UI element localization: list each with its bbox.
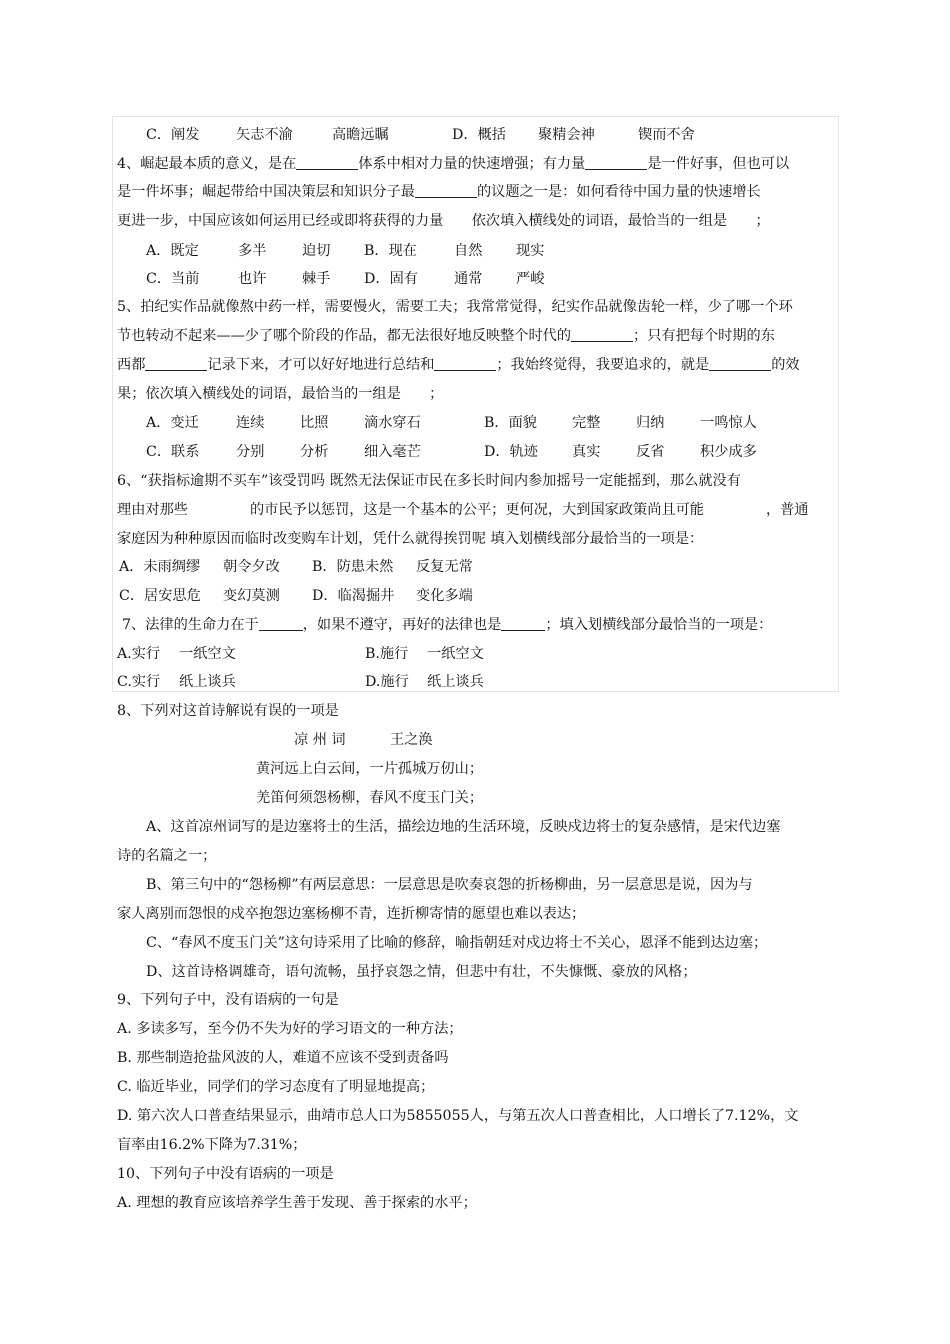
q6-option-d	[312, 582, 473, 610]
q6-text: 的市民予以惩罚，这是一个基本的公平；更何况，大到国家政策尚且可能	[249, 502, 704, 518]
q5-line2	[117, 322, 775, 350]
q4-option-b-word3: 现实	[516, 243, 545, 259]
q5-text: 西都	[117, 357, 146, 373]
q9-option-a: A. 多读多写，至今仍不失为好的学习语文的一种方法；	[117, 1021, 463, 1037]
q9-option-d-line2: 盲率由16.2%下降为7.31%；	[117, 1137, 307, 1153]
q6-option-b-word2: 反复无常	[416, 559, 473, 575]
q10-stem: 10、下列句子中没有语病的一项是	[117, 1166, 334, 1182]
q5-line1: 5、拍纪实作品就像熬中药一样，需要慢火，需要工夫；我常常觉得，纪实作品就像齿轮一样，少了哪一个环	[117, 299, 793, 315]
q5-blank-1	[571, 324, 633, 342]
q4-option-a-word1: A．既定	[146, 243, 199, 259]
q4-option-d-word3: 严峻	[516, 271, 545, 287]
q4-option-d-word2: 通常	[454, 271, 483, 287]
q3-option-d	[452, 121, 695, 149]
q7-text: ；填入划横线部分最恰当的一项是：	[545, 617, 773, 633]
q5-option-a-word3: 比照	[300, 415, 329, 431]
q5-option-c-word2: 分别	[236, 444, 265, 460]
q4-blank-3	[415, 180, 477, 198]
q7-option-a-word1: A.实行	[117, 646, 161, 662]
q5-option-c-word1: C．联系	[146, 444, 200, 460]
q4-text: 体系中相对力量的快速增强；有力量	[358, 156, 586, 172]
q7-option-a-word2: 一纸空文	[179, 646, 236, 662]
q4-option-c-word1: C．当前	[146, 271, 200, 287]
q8-option-d: D、这首诗格调雄奇，语句流畅，虽抒哀怨之情，但悲中有壮，不失慷慨、豪放的风格；	[146, 964, 697, 980]
q3-option-d-word3: 锲而不舍	[638, 127, 695, 143]
q6-option-b-word1: B．防患未然	[312, 559, 394, 575]
poem-title: 凉 州 词	[294, 732, 346, 748]
q3-option-c-word3: 高瞻远瞩	[332, 127, 389, 143]
q4-line2	[117, 178, 761, 206]
q7-blank-1	[259, 613, 303, 631]
q9-option-b: B. 那些制造抢盐风波的人，难道不应该不受到责备吗	[117, 1050, 449, 1066]
q6-line1: 6、“获指标逾期不买车”该受罚吗 既然无法保证市民在多长时间内参加摇号一定能摇到，那么就没有	[117, 473, 741, 489]
q7-option-c	[117, 668, 236, 696]
q6-option-c-word2: 变幻莫测	[223, 588, 280, 604]
q5-option-b-word4: 一鸣惊人	[700, 415, 757, 431]
q6-text: 理由对那些	[117, 502, 188, 518]
q6-option-a	[119, 553, 280, 581]
q5-text: 节也转动不起来——少了哪个阶段的作品，都无法很好地反映整个时代的	[117, 328, 572, 344]
q5-blank-2	[145, 353, 207, 371]
q7-text: 7、法律的生命力在于	[122, 617, 259, 633]
q6-text: ，普通	[765, 502, 809, 518]
q4-text: 是一件好事，但也可以	[647, 156, 790, 172]
q5-text: ；只有把每个时期的东	[633, 328, 775, 344]
q4-option-a	[146, 237, 330, 265]
q8-option-a-line1: A、这首凉州词写的是边塞将士的生活，描绘边地的生活环境，反映戍边将士的复杂感情，是宋代边塞	[146, 819, 781, 835]
q4-option-c	[146, 265, 330, 293]
q4-line1	[117, 150, 789, 178]
poem-heading	[294, 726, 433, 754]
q5-option-d-word1: D．轨迹	[484, 444, 538, 460]
q9-stem: 9、下列句子中，没有语病的一句是	[117, 992, 339, 1008]
q3-option-c-word2: 矢志不渝	[236, 127, 293, 143]
q7-option-d-word2: 纸上谈兵	[427, 674, 484, 690]
q5-option-a-word2: 连续	[236, 415, 265, 431]
q4-text: 4、崛起最本质的意义，是在	[117, 156, 297, 172]
q5-text: 记录下来，才可以好好地进行总结和	[207, 357, 435, 373]
q7-option-b-word1: B.施行	[365, 646, 409, 662]
q7-line1	[122, 611, 772, 639]
q7-option-c-word2: 纸上谈兵	[179, 674, 236, 690]
q3-option-d-word2: 聚精会神	[538, 127, 595, 143]
q6-option-b	[312, 553, 473, 581]
q4-option-a-word2: 多半	[238, 243, 267, 259]
q8-option-b-line1: B、第三句中的“怨杨柳”有两层意思：一层意思是吹奏哀怨的折杨柳曲，另一层意思是说，因为与	[146, 877, 753, 893]
q4-option-b-word1: B．现在	[364, 243, 417, 259]
q5-option-d-word2: 真实	[572, 444, 601, 460]
q7-option-b-word2: 一纸空文	[427, 646, 484, 662]
q4-option-b	[364, 237, 544, 265]
q3-option-d-word1: D．概括	[452, 127, 506, 143]
q5-option-b-word2: 完整	[572, 415, 601, 431]
q5-option-c	[146, 438, 421, 466]
q5-text: 的效	[771, 357, 800, 373]
q6-option-d-word1: D．临渴掘井	[312, 588, 395, 604]
q4-blank-2	[585, 152, 647, 170]
q7-option-a	[117, 640, 236, 668]
q4-option-a-word3: 迫切	[302, 243, 331, 259]
q8-option-a-line2: 诗的名篇之一；	[117, 848, 217, 864]
q8-stem: 8、下列对这首诗解说有误的一项是	[117, 703, 339, 719]
q5-option-b-word3: 归纳	[636, 415, 665, 431]
q5-option-a-word1: A．变迁	[146, 415, 199, 431]
poem-author: 王之涣	[390, 732, 433, 748]
poem-line-2: 羌笛何须怨杨柳，春风不度玉门关；	[256, 790, 484, 806]
q7-blank-2	[501, 613, 545, 631]
q5-option-d-word4: 积少成多	[700, 444, 757, 460]
q5-option-a	[146, 409, 421, 437]
q5-option-b-word1: B．面貌	[484, 415, 537, 431]
q7-option-c-word1: C.实行	[117, 674, 161, 690]
q5-option-a-word4: 滴水穿石	[364, 415, 421, 431]
q6-option-d-word2: 变化多端	[416, 588, 473, 604]
q6-option-c-word1: C．居安思危	[119, 588, 201, 604]
q4-option-c-word3: 棘手	[302, 271, 331, 287]
q6-option-a-word1: A．未雨绸缪	[119, 559, 201, 575]
q4-option-b-word2: 自然	[454, 243, 483, 259]
q5-blank-3	[434, 353, 496, 371]
q5-option-c-word4: 细入毫芒	[364, 444, 421, 460]
q5-line4: 果；依次填入横线处的词语，最恰当的一组是 ；	[117, 386, 444, 402]
q8-option-b-line2: 家人离别而怨恨的戍卒抱怨边塞杨柳不青，连折柳寄情的愿望也难以表达；	[117, 906, 586, 922]
q4-blank-1	[296, 152, 358, 170]
q5-option-d-word3: 反省	[636, 444, 665, 460]
q9-option-d-line1: D. 第六次人口普查结果显示，曲靖市总人口为5855055人，与第五次人口普查相比，人口增长了7.12%，文	[117, 1108, 799, 1124]
q3-option-c-word1: C．阐发	[146, 127, 200, 143]
q5-text: ；我始终觉得，我要追求的，就是	[496, 357, 710, 373]
q7-text: ，如果不遵守，再好的法律也是	[302, 617, 502, 633]
q6-option-c	[119, 582, 280, 610]
q6-line2	[117, 496, 809, 524]
q7-option-d-word1: D.施行	[365, 674, 409, 690]
q5-blank-4	[709, 353, 771, 371]
q5-option-c-word3: 分析	[300, 444, 329, 460]
q6-option-a-word2: 朝令夕改	[223, 559, 280, 575]
q4-text: 的议题之一是：如何看待中国力量的快速增长	[476, 184, 761, 200]
q5-option-d	[484, 438, 757, 466]
q5-option-b	[484, 409, 757, 437]
q5-line3	[117, 351, 800, 379]
q10-option-a: A. 理想的教育应该培养学生善于发现、善于探索的水平；	[117, 1195, 477, 1211]
q3-option-c	[146, 121, 389, 149]
q7-option-d	[365, 668, 484, 696]
q4-text: 是一件坏事；崛起带给中国决策层和知识分子最	[117, 184, 415, 200]
poem-line-1: 黄河远上白云间，一片孤城万仞山；	[256, 761, 484, 777]
q7-option-b	[365, 640, 484, 668]
q4-option-d-word1: D．固有	[364, 271, 418, 287]
q6-line3: 家庭因为种种原因而临时改变购车计划，凭什么就得挨罚呢 填入划横线部分最恰当的一项是：	[117, 531, 704, 547]
q4-option-c-word2: 也许	[238, 271, 267, 287]
q8-option-c: C、“春风不度玉门关”这句诗采用了比喻的修辞，喻指朝廷对戍边将士不关心，恩泽不能到达边塞；	[146, 935, 768, 951]
q4-line3: 更进一步，中国应该如何运用已经或即将获得的力量 依次填入横线处的词语，最恰当的一组是 ；	[117, 213, 770, 229]
q9-option-c: C. 临近毕业，同学们的学习态度有了明显地提高；	[117, 1079, 435, 1095]
q4-option-d	[364, 265, 544, 293]
